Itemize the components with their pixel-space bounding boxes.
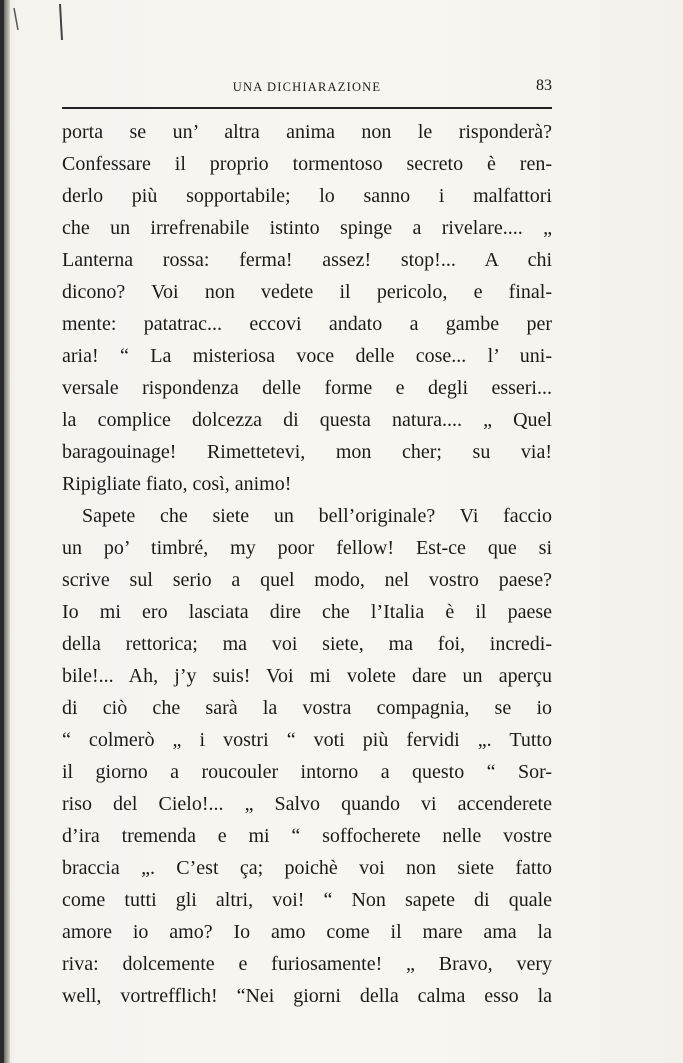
text-line-paragraph-end: Ripigliate fiato, così, animo! [62,473,292,495]
text-line: braccia „. C’est ça; poichè voi non siete fatto [62,857,552,879]
text-line: Io mi ero lasciata dire che l’Italia è il paese [62,601,552,623]
text-line: Lanterna rossa: ferma! assez! stop!... A chi [62,249,552,271]
header-rule [62,107,552,109]
text-line: della rettorica; ma voi siete, ma foi, incredi- [62,633,552,655]
text-line: well, vortrefflich! “Nei giorni della calma esso la [62,985,552,1007]
text-line: che un irrefrenabile istinto spinge a rivelare.... „ [62,217,552,239]
text-line: porta se un’ altra anima non le risponderà? [62,121,552,143]
text-line: scrive sul serio a quel modo, nel vostro paese? [62,569,552,591]
body-text [62,116,552,1012]
running-title: UNA DICHIARAZIONE [232,80,382,94]
page-number: 83 [536,77,552,94]
text-line: mente: patatrac... eccovi andato a gambe per [62,313,552,335]
text-line: baragouinage! Rimettetevi, mon cher; su via! [62,441,552,463]
text-line: un po’ timbré, my poor fellow! Est-ce que si [62,537,552,559]
text-line: versale rispondenza delle forme e degli esseri... [62,377,552,399]
text-line-paragraph-start: Sapete che siete un bell’originale? Vi faccio [82,505,552,527]
text-line: riva: dolcemente e furiosamente! „ Bravo, very [62,953,552,975]
text-line: Confessare il proprio tormentoso secreto è ren- [62,153,552,175]
pencil-mark-icon [8,0,68,48]
text-line: aria! “ La misteriosa voce delle cose... l’ uni- [62,345,552,367]
page-gutter-gradient [4,0,10,1063]
text-line: bile!... Ah, j’y suis! Voi mi volete dare un aperçu [62,665,552,687]
text-line: come tutti gli altri, voi! “ Non sapete di quale [62,889,552,911]
text-line: amore io amo? Io amo come il mare ama la [62,921,552,943]
text-line: il giorno a roucouler intorno a questo “ Sor- [62,761,552,783]
text-line: la complice dolcezza di questa natura.... „ Quel [62,409,552,431]
text-line: riso del Cielo!... „ Salvo quando vi accenderete [62,793,552,815]
text-line: “ colmerò „ i vostri “ voti più fervidi „. Tutto [62,729,552,751]
text-line: di ciò che sarà la vostra compagnia, se io [62,697,552,719]
running-header [62,76,552,100]
text-line: derlo più sopportabile; lo sanno i malfattori [62,185,552,207]
text-line: d’ira tremenda e mi “ soffocherete nelle vostre [62,825,552,847]
text-line: dicono? Voi non vedete il pericolo, e final- [62,281,552,303]
